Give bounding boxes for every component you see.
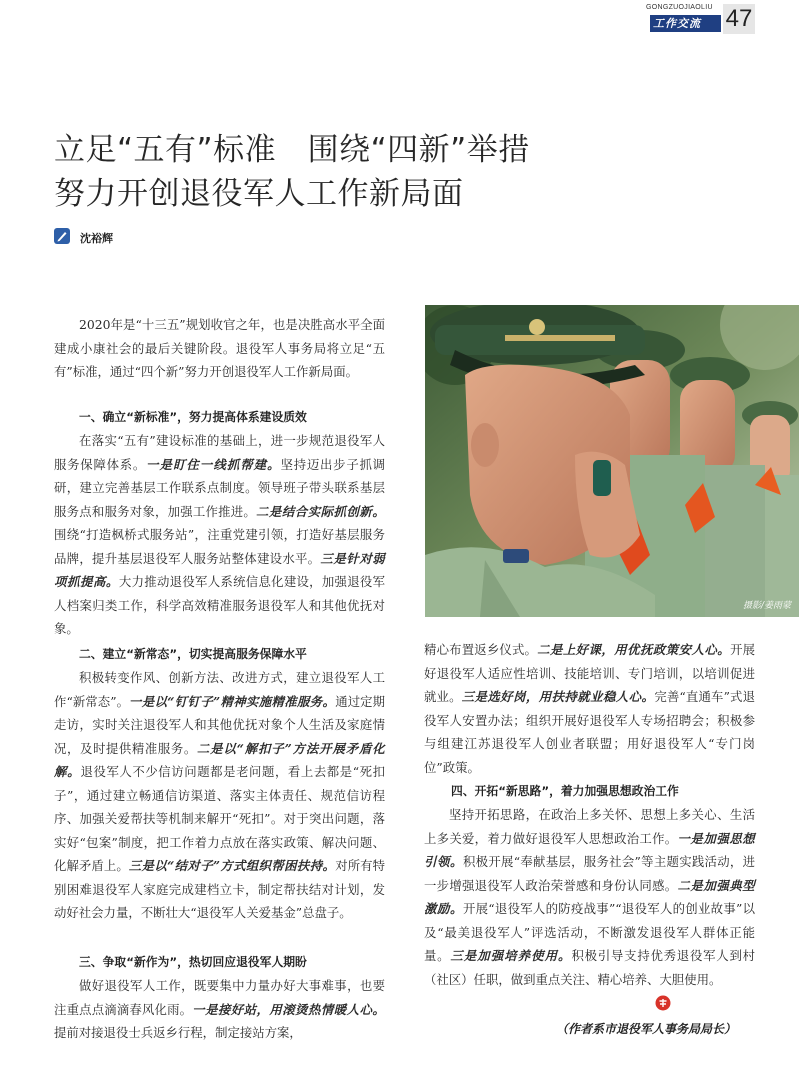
photo-illustration	[425, 305, 799, 617]
section-3-continued-paragraph: 精心布置返乡仪式。二是上好课，用优抚政策安人心。开展好退役军人适应性培训、技能培训、专门培训，以培训促进就业。三是选好岗，用扶持就业稳人心。完善“直通车”式退役军人安置办法；组织开展好退役军人专场招聘会；积极参与组建江苏退役军人创业者联盟；用好退役军人“专门岗位”政策。	[424, 642, 756, 775]
photo-credit: 摄影/姜雨蒙	[742, 601, 791, 611]
photo-soldiers-kissing-badges	[425, 305, 799, 617]
section-4-heading: 四、开拓“新思路”，着力加强思想政治工作	[451, 784, 679, 798]
section-3-heading: 三、争取“新作为”，热切回应退役军人期盼	[79, 955, 307, 969]
section-2-paragraph: 积极转变作风、创新方法、改进方式，建立退役军人工作“新常态”。一是以“钉钉子”精神实施精准服务。通过定期走访，实时关注退役军人和其他优抚对象个人生活及家庭情况，及时提供精准服务。二是以“解扣子”方法开展矛盾化解。退役军人不少信访问题都是老问题，看上去都是“死扣子”，通过建立畅通信访渠道、落实主体责任、规范信访程序、加强关爱帮扶等机制来解开“死扣”。对于突出问题，落实好“包案”制度，把工作着力点放在落实政策、解决问题、化解矛盾上。三是以“结对子”方式组织帮困扶持。对所有特别困难退役军人家庭完成建档立卡，制定帮扶结对计划，发动好社会力量，不断壮大“退役军人关爱基金”总盘子。	[54, 670, 386, 920]
author-signature: （作者系市退役军人事务局局长）	[556, 1022, 737, 1036]
section-1-heading: 一、确立“新标准”，努力提高体系建设质效	[79, 410, 307, 424]
section-1-paragraph: 在落实“五有”建设标准的基础上，进一步规范退役军人服务保障体系。一是盯住一线抓帮建。坚持迈出步子抓调研，建立完善基层工作联系点制度。领导班子带头联系基层服务点和服务对象，加强工作推进。二是结合实际抓创新。围绕“打造枫桥式服务站”，注重党建引领，打造好基层服务品牌，提升基层退役军人服务站整体建设水平。三是针对弱项抓提高。大力推动退役军人系统信息化建设，加强退役军人档案归类工作，科学高效精准服务退役军人和其他优抚对象。	[54, 433, 386, 636]
pen-icon	[54, 228, 70, 244]
page-number: 47	[723, 4, 755, 34]
section-4-paragraph: 坚持开拓思路，在政治上多关怀、思想上多关心、生活上多关爱，着力做好退役军人思想政治工作。一是加强思想引领。积极开展“奉献基层，服务社会”等主题实践活动，进一步增强退役军人政治荣誉感和身份认同感。二是加强典型激励。开展“退役军人的防疫战事”“退役军人的创业故事”以及“最美退役军人”评选活动，不断激发退役军人群体正能量。三是加强培养使用。积极引导支持优秀退役军人到村（社区）任职，做到重点关注、精心培养、大胆使用。	[424, 807, 756, 987]
intro-paragraph: 2020年是“十三五”规划收官之年，也是决胜高水平全面建成小康社会的最后关键阶段。退役军人事务局将立足“五有”标准，通过“四个新”努力开创退役军人工作新局面。	[54, 317, 385, 379]
author-name: 沈裕辉	[80, 232, 113, 245]
section-2-heading: 二、建立“新常态”，切实提高服务保障水平	[79, 647, 307, 661]
article-title-line-1: 立足“五有”标准 围绕“四新”举措	[54, 132, 530, 168]
end-mark-icon	[655, 995, 671, 1011]
article-title-line-2: 努力开创退役军人工作新局面	[54, 176, 464, 212]
section-pinyin: GONGZUOJIAOLIU	[646, 4, 713, 11]
section-name: 工作交流	[653, 17, 701, 30]
section-3-paragraph: 做好退役军人工作，既要集中力量办好大事难事，也要注重点点滴滴春风化雨。一是接好站，用滚烫热情暖人心。提前对接退役士兵返乡行程，制定接站方案，	[54, 978, 386, 1040]
